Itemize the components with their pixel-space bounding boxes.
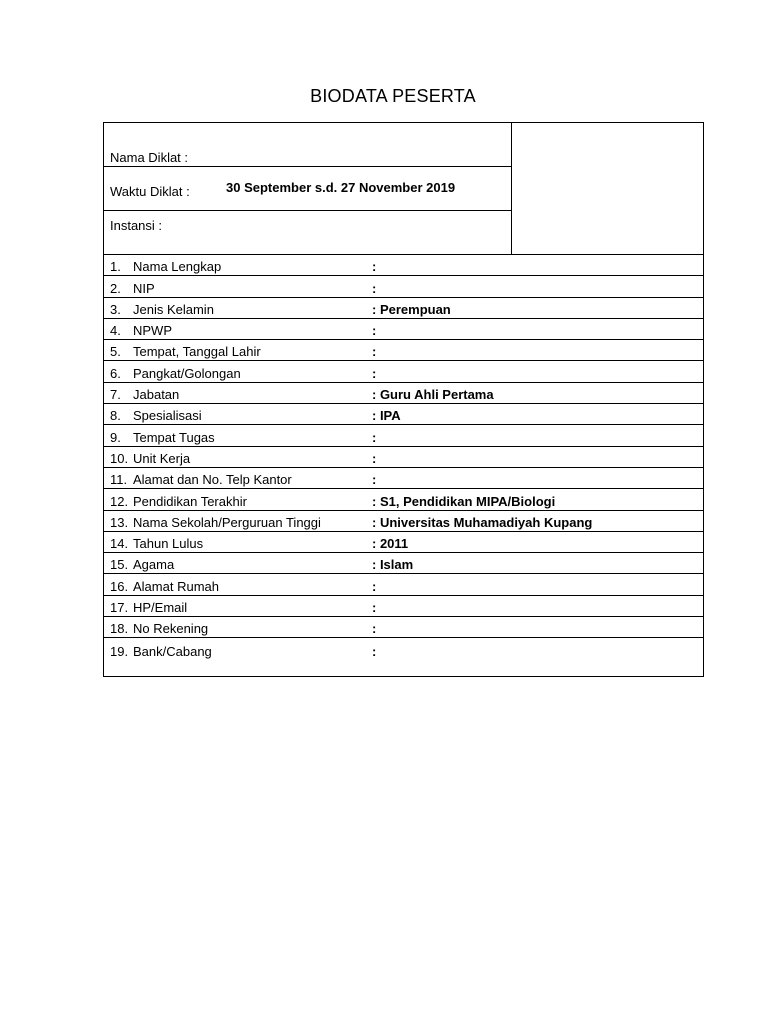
- header-block: [104, 123, 703, 255]
- row-value: :: [372, 429, 377, 445]
- table-row: [104, 511, 703, 532]
- row-label: No Rekening: [133, 621, 209, 637]
- row-value: :: [372, 365, 377, 381]
- row-label: Bank/Cabang: [133, 643, 212, 659]
- row-number: 10.: [110, 450, 129, 466]
- row-value: :: [372, 280, 377, 296]
- row-label: Unit Kerja: [133, 450, 191, 466]
- row-value: : Universitas Muhamadiyah Kupang: [372, 514, 593, 530]
- table-row: [104, 276, 703, 297]
- waktu-diklat-value: 30 September s.d. 27 November 2019: [226, 180, 456, 195]
- row-number: 9.: [110, 429, 121, 445]
- row-label: Agama: [133, 557, 175, 573]
- row-value: :: [372, 600, 377, 616]
- table-row: [104, 361, 703, 382]
- row-value: : Perempuan: [372, 301, 451, 317]
- row-number: 13.: [110, 514, 129, 530]
- row-number: 2.: [110, 280, 121, 296]
- table-row: [104, 404, 703, 425]
- row-value: :: [372, 621, 377, 637]
- row-value: :: [372, 578, 377, 594]
- row-label: Spesialisasi: [133, 408, 202, 424]
- row-number: 12.: [110, 493, 129, 509]
- waktu-diklat-row: [104, 167, 511, 211]
- instansi-label: Instansi :: [110, 218, 163, 233]
- row-label: Alamat dan No. Telp Kantor: [133, 472, 292, 488]
- row-label: Jabatan: [133, 387, 180, 403]
- row-number: 3.: [110, 301, 121, 317]
- row-label: Tahun Lulus: [133, 536, 204, 552]
- row-number: 6.: [110, 365, 121, 381]
- row-value: : IPA: [372, 408, 401, 424]
- row-label: HP/Email: [133, 600, 188, 616]
- table-row: [104, 596, 703, 617]
- row-number: 1.: [110, 259, 121, 275]
- table-row: [104, 383, 703, 404]
- table-row: [104, 340, 703, 361]
- row-value: : S1, Pendidikan MIPA/Biologi: [372, 493, 556, 509]
- row-label: Tempat, Tanggal Lahir: [133, 344, 261, 360]
- photo-box: [512, 123, 703, 254]
- row-value: :: [372, 259, 377, 275]
- waktu-diklat-label: Waktu Diklat :: [110, 184, 190, 199]
- row-number: 14.: [110, 536, 129, 552]
- row-label: Tempat Tugas: [133, 429, 215, 445]
- row-value: : Islam: [372, 557, 414, 573]
- row-number: 18.: [110, 621, 129, 637]
- biodata-rows: [104, 255, 703, 660]
- row-number: 19.: [110, 643, 129, 659]
- page-title: BIODATA PESERTA: [310, 86, 476, 106]
- row-label: Jenis Kelamin: [133, 301, 214, 317]
- header-fields: [104, 123, 512, 254]
- row-number: 16.: [110, 578, 129, 594]
- row-label: NIP: [133, 280, 155, 296]
- row-label: Pendidikan Terakhir: [133, 493, 247, 509]
- table-row: [104, 298, 703, 319]
- row-value: :: [372, 323, 377, 339]
- row-number: 7.: [110, 387, 121, 403]
- row-label: NPWP: [133, 323, 172, 339]
- row-label: Alamat Rumah: [133, 578, 219, 594]
- row-label: Nama Sekolah/Perguruan Tinggi: [133, 514, 321, 530]
- row-number: 11.: [110, 472, 128, 488]
- table-row: [104, 574, 703, 595]
- row-value: :: [372, 643, 377, 659]
- nama-diklat-label: Nama Diklat :: [110, 150, 189, 165]
- table-row: [104, 532, 703, 553]
- table-row: [104, 447, 703, 468]
- biodata-form: [103, 122, 704, 677]
- row-number: 17.: [110, 600, 129, 616]
- row-number: 8.: [110, 408, 121, 424]
- nama-diklat-row: [104, 123, 511, 167]
- row-number: 4.: [110, 323, 121, 339]
- row-value: :: [372, 450, 377, 466]
- row-label: Nama Lengkap: [133, 259, 222, 275]
- row-value: : Guru Ahli Pertama: [372, 387, 494, 403]
- row-value: : 2011: [372, 536, 409, 552]
- row-value: :: [372, 344, 377, 360]
- row-value: :: [372, 472, 377, 488]
- table-row: [104, 553, 703, 574]
- row-number: 15.: [110, 557, 129, 573]
- table-row: [104, 255, 703, 276]
- table-row: [104, 425, 703, 446]
- table-row: [104, 319, 703, 340]
- row-number: 5.: [110, 344, 121, 360]
- table-row: [104, 468, 703, 489]
- table-row: [104, 638, 703, 659]
- instansi-row: [104, 211, 511, 254]
- table-row: [104, 617, 703, 638]
- row-label: Pangkat/Golongan: [133, 365, 241, 381]
- table-row: [104, 489, 703, 510]
